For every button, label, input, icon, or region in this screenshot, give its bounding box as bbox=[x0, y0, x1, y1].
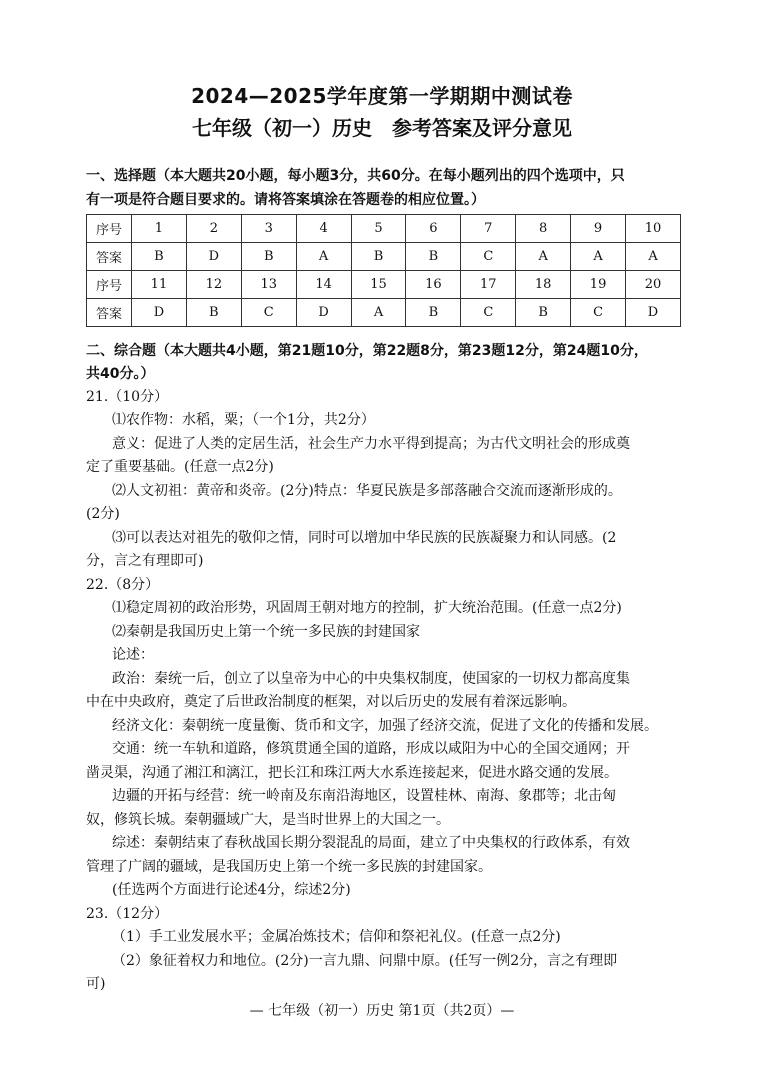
q22-heading: 22.（8分） bbox=[86, 577, 160, 593]
table-row-header: 答案 bbox=[87, 243, 132, 271]
table-cell: 9 bbox=[571, 215, 626, 243]
q22-line: 论述： bbox=[112, 647, 154, 663]
q22-line: 管理了广阔的疆域，是我国历史上第一个统一多民族的封建国家。 bbox=[86, 859, 492, 875]
q22-line: 边疆的开拓与经营：统一岭南及东南沿海地区，设置桂林、南海、象郡等；北击匈 bbox=[112, 788, 616, 804]
table-cell: 19 bbox=[571, 271, 626, 299]
table-cell: 1 bbox=[132, 215, 187, 243]
q22-line: 经济文化：秦朝统一度量衡、货币和文字，加强了经济交流，促进了文化的传播和发展。 bbox=[112, 718, 658, 734]
table-cell: A bbox=[296, 243, 351, 271]
q21-line: 意义：促进了人类的定居生活，社会生产力水平得到提高；为古代文明社会的形成奠 bbox=[112, 436, 630, 452]
table-cell: 12 bbox=[186, 271, 241, 299]
table-cell: 13 bbox=[241, 271, 296, 299]
table-row bbox=[87, 271, 681, 299]
q23-line: （1）手工业发展水平；金属冶炼技术；信仰和祭祀礼仪。(任意一点2分) bbox=[112, 929, 561, 945]
table-cell: B bbox=[132, 243, 187, 271]
document-title: 2024—2025学年度第一学期期中测试卷 bbox=[191, 84, 573, 108]
table-cell: 4 bbox=[296, 215, 351, 243]
table-cell: B bbox=[186, 299, 241, 327]
table-row-header: 答案 bbox=[87, 299, 132, 327]
table-cell: 18 bbox=[516, 271, 571, 299]
table-row-header: 序号 bbox=[87, 215, 132, 243]
table-cell: 15 bbox=[351, 271, 406, 299]
table-cell: 11 bbox=[132, 271, 187, 299]
table-cell: 7 bbox=[461, 215, 516, 243]
table-cell: 2 bbox=[186, 215, 241, 243]
table-cell: B bbox=[516, 299, 571, 327]
q22-line: (任选两个方面进行论述4分，综述2分) bbox=[112, 882, 351, 898]
q21-line: 分，言之有理即可) bbox=[86, 553, 204, 569]
table-cell: B bbox=[406, 299, 461, 327]
table-row bbox=[87, 243, 681, 271]
q21-line: ⑴农作物：水稻，粟；（一个1分，共2分） bbox=[112, 412, 375, 428]
table-cell: D bbox=[626, 299, 681, 327]
q23-line: （2）象征着权力和地位。(2分)一言九鼎、问鼎中原。(任写一例2分，言之有理即 bbox=[112, 953, 618, 969]
q21-line: ⑵人文初祖：黄帝和炎帝。(2分)特点：华夏民族是多部落融合交流而逐渐形成的。 bbox=[112, 483, 622, 499]
table-cell: 14 bbox=[296, 271, 351, 299]
q21-line: 定了重要基础。(任意一点2分) bbox=[86, 459, 274, 475]
document-subtitle: 七年级（初一）历史 参考答案及评分意见 bbox=[192, 116, 572, 140]
table-cell: A bbox=[626, 243, 681, 271]
q21-line: (2分) bbox=[86, 506, 120, 522]
table-cell: C bbox=[461, 299, 516, 327]
q22-line: 凿灵渠，沟通了湘江和漓江，把长江和珠江两大水系连接起来，促进水路交通的发展。 bbox=[86, 765, 618, 781]
q23-heading: 23.（12分） bbox=[86, 906, 169, 922]
q22-line: 交通：统一车轨和道路，修筑贯通全国的道路，形成以咸阳为中心的全国交通网；开 bbox=[112, 741, 630, 757]
table-cell: C bbox=[571, 299, 626, 327]
table-cell: D bbox=[186, 243, 241, 271]
table-cell: B bbox=[406, 243, 461, 271]
page-footer: — 七年级（初一）历史 第1页（共2页）— bbox=[249, 1003, 515, 1019]
table-row-header: 序号 bbox=[87, 271, 132, 299]
table-cell: C bbox=[241, 299, 296, 327]
q22-line: 奴，修筑长城。秦朝疆域广大，是当时世界上的大国之一。 bbox=[86, 812, 450, 828]
table-cell: A bbox=[571, 243, 626, 271]
section2-heading-line2: 共40分。） bbox=[86, 366, 155, 382]
table-row bbox=[87, 299, 681, 327]
table-cell: A bbox=[516, 243, 571, 271]
section1-heading-line2: 有一项是符合题目要求的。请将答案填涂在答题卷的相应位置。） bbox=[86, 192, 485, 208]
q22-line: ⑴稳定周初的政治形势，巩固周王朝对地方的控制，扩大统治范围。(任意一点2分) bbox=[112, 600, 622, 616]
table-cell: 5 bbox=[351, 215, 406, 243]
section2-heading-line1: 二、综合题（本大题共4小题，第21题10分，第22题8分，第23题12分，第24题10分， bbox=[86, 343, 648, 359]
table-cell: A bbox=[351, 299, 406, 327]
table-cell: 6 bbox=[406, 215, 461, 243]
q22-line: 政治：秦统一后，创立了以皇帝为中心的中央集权制度，使国家的一切权力都高度集 bbox=[112, 671, 630, 687]
table-cell: 8 bbox=[516, 215, 571, 243]
table-cell: C bbox=[461, 243, 516, 271]
q23-line: 可) bbox=[86, 976, 106, 992]
q22-line: ⑵秦朝是我国历史上第一个统一多民族的封建国家 bbox=[112, 624, 420, 640]
table-cell: D bbox=[296, 299, 351, 327]
answer-table bbox=[86, 214, 681, 327]
table-cell: 16 bbox=[406, 271, 461, 299]
q22-line: 综述：秦朝结束了春秋战国长期分裂混乱的局面，建立了中央集权的行政体系，有效 bbox=[112, 835, 630, 851]
table-cell: 17 bbox=[461, 271, 516, 299]
table-cell: B bbox=[241, 243, 296, 271]
table-cell: D bbox=[132, 299, 187, 327]
table-row bbox=[87, 215, 681, 243]
table-cell: 20 bbox=[626, 271, 681, 299]
table-cell: 3 bbox=[241, 215, 296, 243]
table-cell: B bbox=[351, 243, 406, 271]
q22-line: 中在中央政府，奠定了后世政治制度的框架，对以后历史的发展有着深远影响。 bbox=[86, 694, 576, 710]
table-cell: 10 bbox=[626, 215, 681, 243]
q21-heading: 21.（10分） bbox=[86, 389, 169, 405]
section1-heading-line1: 一、选择题（本大题共20小题，每小题3分，共60分。在每小题列出的四个选项中，只 bbox=[86, 168, 625, 184]
q21-line: ⑶可以表达对祖先的敬仰之情，同时可以增加中华民族的民族凝聚力和认同感。(2 bbox=[112, 530, 617, 546]
